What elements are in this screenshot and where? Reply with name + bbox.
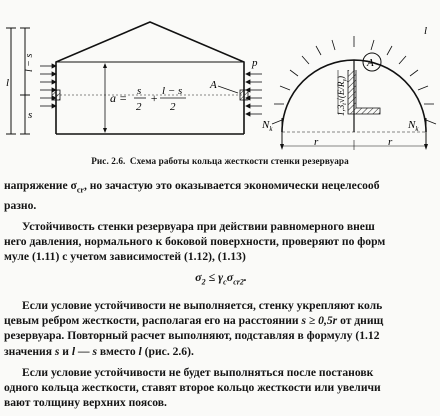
caption-number: Рис. 2.6. xyxy=(91,156,126,166)
formula-frac1-num: s xyxy=(137,85,142,97)
left-diagram xyxy=(6,22,262,134)
p4-line-2: одного кольца жесткости, ставят второе кольцо жесткости или увеличи xyxy=(4,380,381,394)
figure-2-6 xyxy=(0,0,440,168)
p3-line-4: значения s и l — s вместо l (рис. 2.6). xyxy=(4,344,194,358)
paragraph-1 xyxy=(4,178,438,213)
p3-line-2: цевым ребром жесткости, располагая его на расстоянии s ≥ 0,5r от днищ xyxy=(4,314,384,328)
formula-frac2-den: 2 xyxy=(170,101,176,113)
stiffener-section xyxy=(348,70,380,114)
formula-a: a = xyxy=(110,91,128,105)
p2-line-1: Устойчивость стенки резервуара при действии равномерного внеш xyxy=(22,219,375,233)
dim-l-minus-s-label: l − s xyxy=(24,53,35,72)
label-l-right: l xyxy=(424,25,428,37)
pressure-arrows-left xyxy=(40,64,56,108)
p3-line-1: Если условие устойчивости не выполняется, стенку укрепляют коль xyxy=(22,298,383,312)
paragraph-4 xyxy=(4,365,438,411)
p1-line-1: напряжение $\sigma_{cr}$, но зачастую это оказывается экономически нецелесооб xyxy=(4,179,380,195)
paragraph-2 xyxy=(4,219,438,265)
p1-line-2: разно. xyxy=(4,198,37,212)
label-p: p xyxy=(252,57,258,69)
formula-plus: + xyxy=(150,91,159,105)
figure-drawing xyxy=(0,0,440,160)
right-diagram xyxy=(261,25,436,150)
formula-frac2-num: l − s xyxy=(162,85,183,97)
dim-r-right: r xyxy=(388,136,393,148)
tank-outline xyxy=(56,22,244,134)
formula-stability: $\sigma_2 \le \gamma_c\sigma_{cr2}$. xyxy=(195,270,247,287)
p2-line-3: муле (1.11) с учетом зависимостей (1.12), (1.13) xyxy=(4,250,246,264)
p3-line-3: резервуара. Повторный расчет выполняют, подставляя в формулу (1.12 xyxy=(4,329,380,343)
dim-s-label: s xyxy=(28,109,33,121)
figure-caption xyxy=(0,156,440,166)
p4-line-1: Если условие устойчивости не будет выполняться после постановк xyxy=(22,365,374,379)
p2-line-2: него давления, нормального к боковой поверхности, проверяют по форм xyxy=(4,234,386,248)
p4-line-3: вают толщину верхних поясов. xyxy=(4,396,167,410)
dim-l-label: l xyxy=(6,77,10,89)
body-text xyxy=(4,178,438,416)
label-nk-right: $N_k$ xyxy=(408,119,419,133)
marker-a-right: A xyxy=(367,57,374,69)
marker-a-left: A xyxy=(210,79,217,91)
dim-r-left: r xyxy=(314,136,319,148)
ring-left xyxy=(52,90,60,100)
caption-title: Схема работы кольца жесткости стенки резервуара xyxy=(129,156,349,166)
formula-frac1-den: 2 xyxy=(136,101,142,113)
label-nk-left: $N_k$ xyxy=(262,119,273,133)
paragraph-3 xyxy=(4,298,438,359)
svg-text:1,3t√(E/Ry): $1,3_t√(E/R_y)$ xyxy=(336,75,348,116)
